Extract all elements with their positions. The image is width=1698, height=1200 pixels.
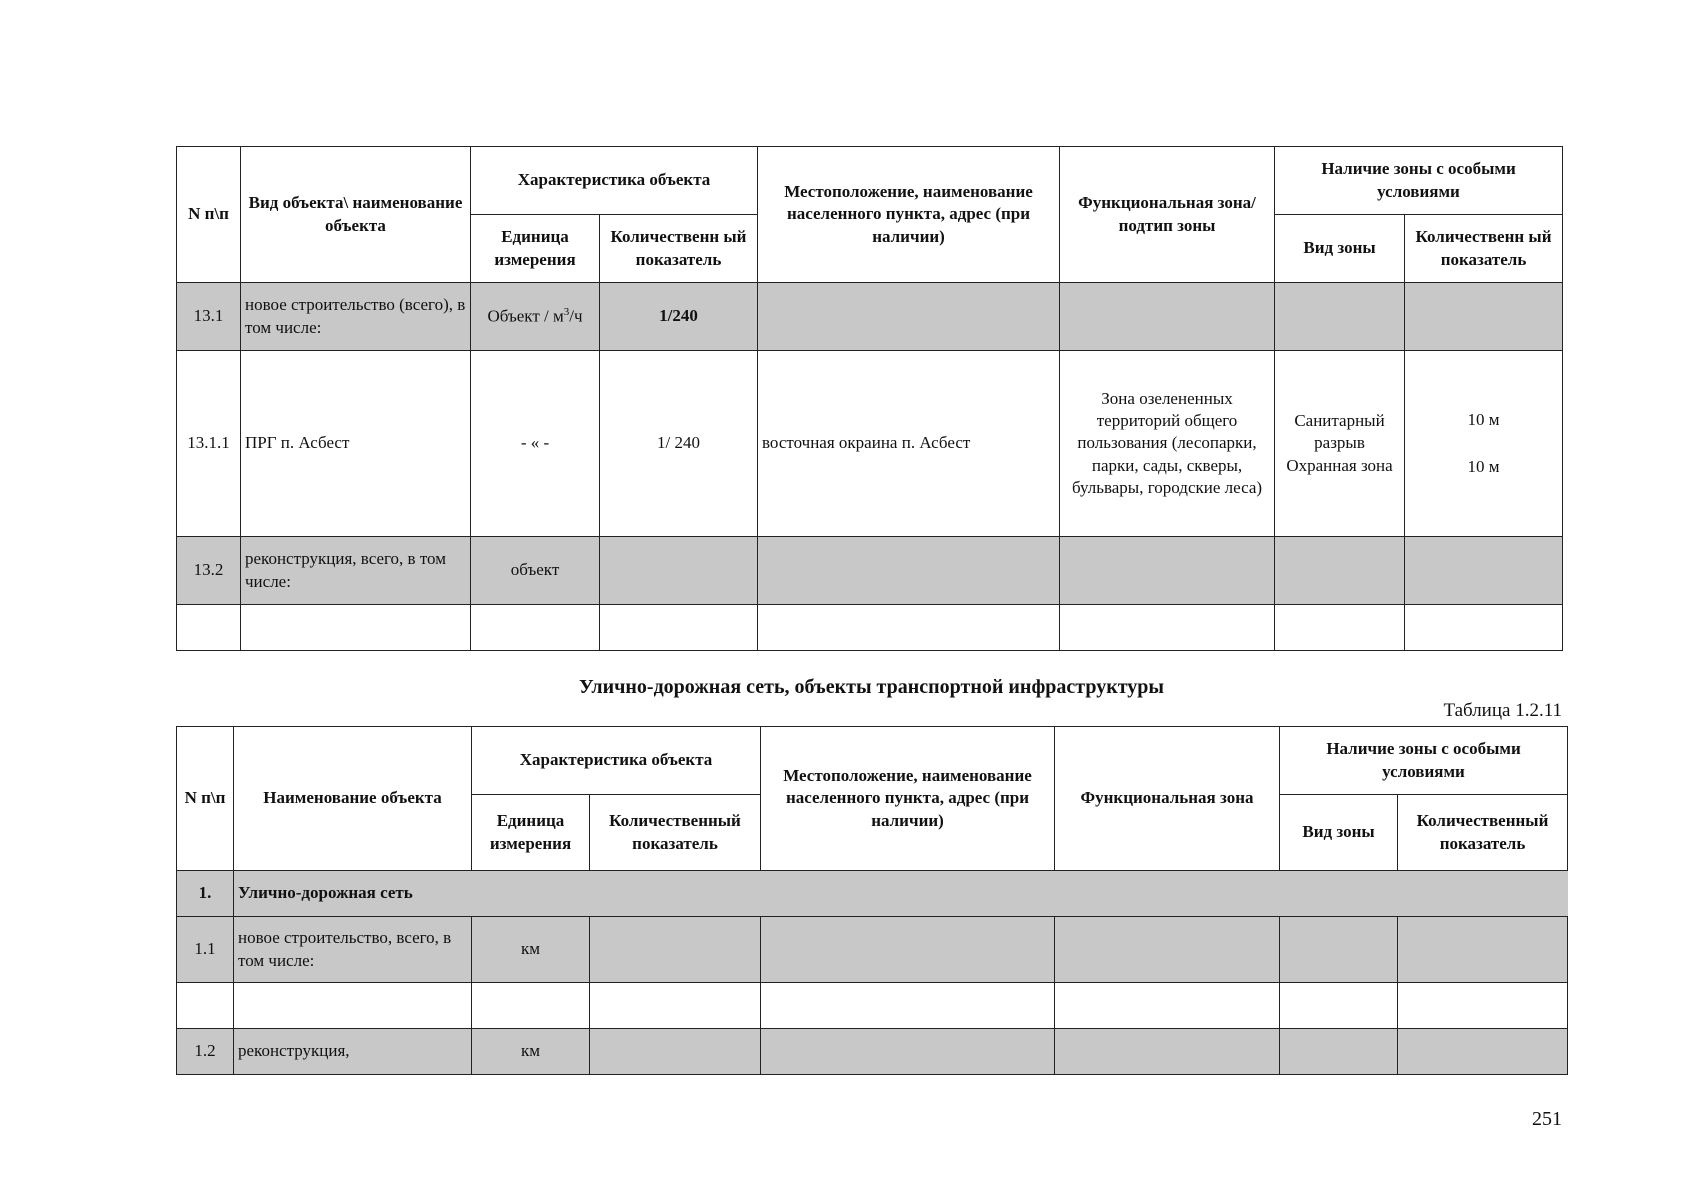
row-num: 13.1: [177, 283, 241, 351]
row-name: реконструкция,: [234, 1029, 472, 1075]
row-name: новое строительство, всего, в том числе:: [234, 917, 472, 983]
header-zone-type: Вид зоны: [1280, 795, 1398, 871]
row-quantity: 1/ 240: [600, 351, 758, 537]
header-characteristic: Характеристика объекта: [471, 147, 758, 215]
header-location: Местоположение, наименование населенного пункта, адрес (при наличии): [758, 147, 1060, 283]
zone-type-1: Санитарный разрыв: [1294, 411, 1385, 453]
row-unit: км: [472, 917, 590, 983]
table-row: [177, 351, 1563, 537]
row-quantity: [600, 537, 758, 605]
row-num: 1.: [177, 871, 234, 917]
zone-quantity-2: 10 м: [1467, 456, 1500, 476]
header-zone-quantity: Количественн ый показатель: [1405, 215, 1563, 283]
row-zone-quantity: [1405, 537, 1563, 605]
header-zone-type: Вид зоны: [1275, 215, 1405, 283]
row-num: 1.2: [177, 1029, 234, 1075]
header-num: N п\п: [177, 147, 241, 283]
row-unit: км: [472, 1029, 590, 1075]
row-name: ПРГ п. Асбест: [241, 351, 471, 537]
row-zone-quantity: [1405, 351, 1563, 537]
row-unit: - « -: [471, 351, 600, 537]
page-number: 251: [1532, 1108, 1562, 1130]
table-label: Таблица 1.2.11: [1443, 700, 1562, 721]
header-quantity: Количественный показатель: [590, 795, 761, 871]
zone-type-2: Охранная зона: [1286, 455, 1393, 475]
row-location: [758, 283, 1060, 351]
road-network-table: [176, 726, 1568, 1075]
row-num: 1.1: [177, 917, 234, 983]
row-zone: [1060, 537, 1275, 605]
table-row-empty: [177, 605, 1563, 651]
row-zone-type: [1275, 283, 1405, 351]
header-functional-zone: Функциональная зона: [1055, 727, 1280, 871]
header-functional-zone: Функциональная зона/ подтип зоны: [1060, 147, 1275, 283]
row-unit: объект: [471, 537, 600, 605]
section-title: Улично-дорожная сеть, объекты транспортной инфраструктуры: [578, 676, 1165, 698]
row-location: восточная окраина п. Асбест: [758, 351, 1060, 537]
objects-table: [176, 146, 1563, 651]
table-row-empty: [177, 983, 1568, 1029]
header-quantity: Количественн ый показатель: [600, 215, 758, 283]
row-zone-type: [1275, 351, 1405, 537]
header-unit: Единица измерения: [471, 215, 600, 283]
header-special-zone: Наличие зоны с особыми условиями: [1275, 147, 1563, 215]
row-quantity: 1/240: [600, 283, 758, 351]
row-zone-type: [1275, 537, 1405, 605]
header-object-type: Вид объекта\ наименование объекта: [241, 147, 471, 283]
row-name: новое строительство (всего), в том числе:: [241, 283, 471, 351]
header-num: N п\п: [177, 727, 234, 871]
row-num: 13.1.1: [177, 351, 241, 537]
header-zone-quantity: Количественный показатель: [1398, 795, 1568, 871]
table-row-section: [177, 871, 1568, 917]
header-location: Местоположение, наименование населенного пункта, адрес (при наличии): [761, 727, 1055, 871]
row-zone: [1060, 283, 1275, 351]
row-zone-quantity: [1405, 283, 1563, 351]
row-name: реконструкция, всего, в том числе:: [241, 537, 471, 605]
table-row: [177, 1029, 1568, 1075]
table-row: [177, 537, 1563, 605]
header-name: Наименование объекта: [234, 727, 472, 871]
table-row: [177, 917, 1568, 983]
row-zone: Зона озелененных территорий общего пользования (лесопарки, парки, сады, скверы, бульвары, городские леса): [1060, 351, 1275, 537]
header-special-zone: Наличие зоны с особыми условиями: [1280, 727, 1568, 795]
row-unit: Объект / $м^3/ч$: [471, 283, 600, 351]
row-num: 13.2: [177, 537, 241, 605]
row-name: Улично-дорожная сеть: [234, 871, 1568, 917]
row-location: [758, 537, 1060, 605]
header-unit: Единица измерения: [472, 795, 590, 871]
table-row: [177, 283, 1563, 351]
header-characteristic: Характеристика объекта: [472, 727, 761, 795]
zone-quantity-1: 10 м: [1467, 410, 1500, 430]
